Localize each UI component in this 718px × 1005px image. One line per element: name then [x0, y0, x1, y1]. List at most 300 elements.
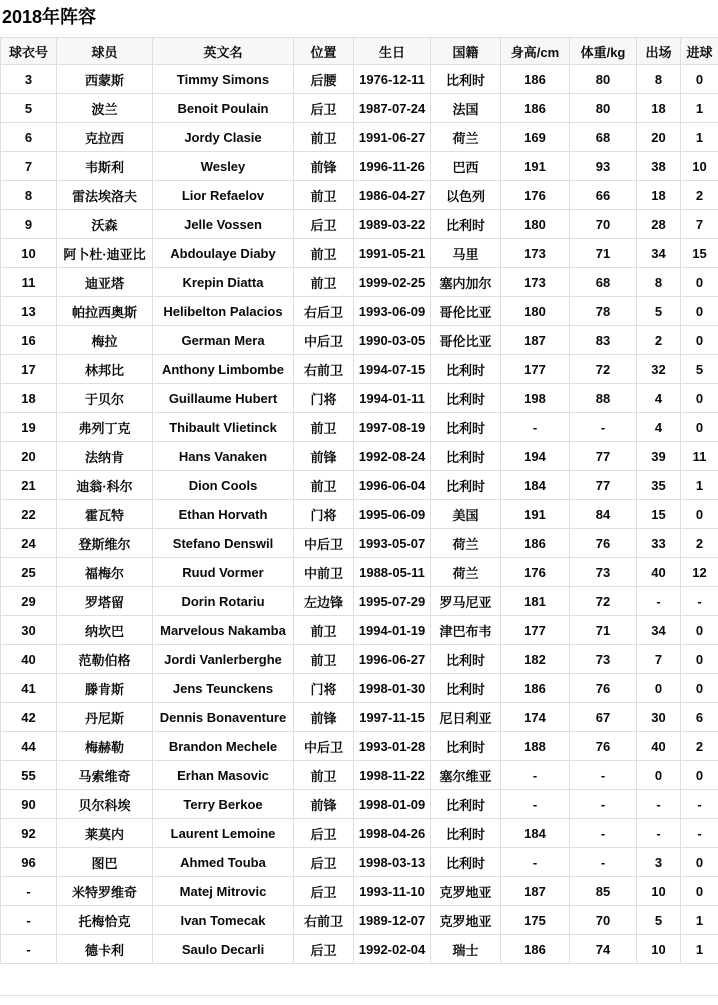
table-cell: 73: [570, 645, 637, 674]
table-cell: Jordy Clasie: [153, 123, 294, 152]
table-cell: 1994-01-19: [354, 616, 431, 645]
table-cell: 1996-11-26: [354, 152, 431, 181]
table-cell: 70: [570, 210, 637, 239]
table-cell: 186: [501, 94, 570, 123]
table-cell: Krepin Diatta: [153, 268, 294, 297]
table-cell: 右前卫: [294, 355, 354, 384]
table-row: [1, 877, 718, 906]
table-cell: 34: [637, 239, 681, 268]
table-cell: 比利时: [431, 819, 501, 848]
table-row: [1, 703, 718, 732]
table-cell: 比利时: [431, 210, 501, 239]
table-cell: 0: [637, 761, 681, 790]
table-row: [1, 558, 718, 587]
table-row: [1, 210, 718, 239]
table-row: [1, 442, 718, 471]
table-cell: 0: [681, 645, 718, 674]
table-cell: 罗马尼亚: [431, 587, 501, 616]
table-cell: 1: [681, 94, 718, 123]
table-cell: 191: [501, 500, 570, 529]
table-row: [1, 529, 718, 558]
table-cell: 1994-07-15: [354, 355, 431, 384]
table-cell: 克拉西: [57, 123, 153, 152]
table-cell: 67: [570, 703, 637, 732]
table-cell: 1991-06-27: [354, 123, 431, 152]
table-cell: 96: [1, 848, 57, 877]
table-cell: 32: [637, 355, 681, 384]
table-cell: 85: [570, 877, 637, 906]
table-cell: 5: [637, 906, 681, 935]
table-cell: 11: [1, 268, 57, 297]
table-cell: 2: [681, 181, 718, 210]
table-cell: 塞尔维亚: [431, 761, 501, 790]
table-cell: 76: [570, 732, 637, 761]
table-row: [1, 732, 718, 761]
table-cell: 瑞士: [431, 935, 501, 964]
table-cell: 10: [1, 239, 57, 268]
table-cell: 6: [1, 123, 57, 152]
table-cell: 中后卫: [294, 732, 354, 761]
column-header: 身高/cm: [501, 38, 570, 65]
table-cell: 181: [501, 587, 570, 616]
table-cell: 1993-06-09: [354, 297, 431, 326]
table-cell: 米特罗维奇: [57, 877, 153, 906]
table-cell: 2: [681, 732, 718, 761]
table-cell: 184: [501, 819, 570, 848]
table-cell: 比利时: [431, 848, 501, 877]
table-cell: 180: [501, 297, 570, 326]
table-cell: 1998-11-22: [354, 761, 431, 790]
table-cell: -: [570, 848, 637, 877]
table-cell: 186: [501, 65, 570, 94]
table-cell: 后腰: [294, 65, 354, 94]
table-cell: Ruud Vormer: [153, 558, 294, 587]
table-cell: Benoit Poulain: [153, 94, 294, 123]
table-cell: 比利时: [431, 384, 501, 413]
table-cell: -: [681, 790, 718, 819]
table-cell: 后卫: [294, 819, 354, 848]
table-cell: 8: [1, 181, 57, 210]
table-header: [1, 38, 718, 65]
table-cell: Guillaume Hubert: [153, 384, 294, 413]
table-cell: Hans Vanaken: [153, 442, 294, 471]
table-cell: 0: [681, 877, 718, 906]
table-cell: 30: [637, 703, 681, 732]
table-cell: 法纳肯: [57, 442, 153, 471]
table-cell: 左边锋: [294, 587, 354, 616]
column-header: 国籍: [431, 38, 501, 65]
table-cell: Abdoulaye Diaby: [153, 239, 294, 268]
table-cell: 71: [570, 239, 637, 268]
table-cell: 22: [1, 500, 57, 529]
table-cell: 1996-06-04: [354, 471, 431, 500]
table-cell: 20: [637, 123, 681, 152]
table-cell: 门将: [294, 500, 354, 529]
table-cell: 1: [681, 123, 718, 152]
table-row: [1, 935, 718, 964]
squad-roster-table: [0, 37, 718, 964]
table-cell: 阿卜杜·迪亚比: [57, 239, 153, 268]
table-cell: 24: [1, 529, 57, 558]
table-cell: 纳坎巴: [57, 616, 153, 645]
table-cell: 登斯维尔: [57, 529, 153, 558]
table-cell: 1995-07-29: [354, 587, 431, 616]
table-cell: 前锋: [294, 703, 354, 732]
table-cell: 荷兰: [431, 529, 501, 558]
table-cell: 荷兰: [431, 558, 501, 587]
table-cell: 28: [637, 210, 681, 239]
table-cell: 93: [570, 152, 637, 181]
table-cell: 1989-03-22: [354, 210, 431, 239]
table-cell: 哥伦比亚: [431, 297, 501, 326]
table-header-row: [1, 38, 718, 65]
table-cell: 188: [501, 732, 570, 761]
table-cell: 80: [570, 94, 637, 123]
table-cell: 前卫: [294, 239, 354, 268]
table-cell: 比利时: [431, 471, 501, 500]
table-cell: 克罗地亚: [431, 877, 501, 906]
table-cell: Helibelton Palacios: [153, 297, 294, 326]
table-cell: 1987-07-24: [354, 94, 431, 123]
table-cell: 73: [570, 558, 637, 587]
table-cell: 津巴布韦: [431, 616, 501, 645]
table-cell: 比利时: [431, 645, 501, 674]
table-cell: Marvelous Nakamba: [153, 616, 294, 645]
table-cell: 后卫: [294, 935, 354, 964]
table-cell: 186: [501, 935, 570, 964]
table-cell: 4: [637, 384, 681, 413]
table-cell: Dennis Bonaventure: [153, 703, 294, 732]
table-cell: 0: [681, 268, 718, 297]
table-cell: 1998-03-13: [354, 848, 431, 877]
table-cell: 前卫: [294, 123, 354, 152]
table-cell: 174: [501, 703, 570, 732]
table-cell: 18: [1, 384, 57, 413]
table-row: [1, 355, 718, 384]
column-header: 位置: [294, 38, 354, 65]
table-cell: 比利时: [431, 790, 501, 819]
table-cell: Thibault Vlietinck: [153, 413, 294, 442]
table-cell: 18: [637, 181, 681, 210]
table-cell: 前卫: [294, 761, 354, 790]
table-cell: Jelle Vossen: [153, 210, 294, 239]
table-cell: 前卫: [294, 268, 354, 297]
table-cell: 5: [1, 94, 57, 123]
table-cell: -: [1, 935, 57, 964]
table-cell: 1989-12-07: [354, 906, 431, 935]
table-cell: Jordi Vanlerberghe: [153, 645, 294, 674]
table-cell: 弗列丁克: [57, 413, 153, 442]
table-cell: 前卫: [294, 645, 354, 674]
table-row: [1, 94, 718, 123]
table-row: [1, 587, 718, 616]
table-cell: 0: [681, 761, 718, 790]
table-cell: 塞内加尔: [431, 268, 501, 297]
table-cell: 3: [637, 848, 681, 877]
table-cell: 比利时: [431, 674, 501, 703]
table-cell: Anthony Limbombe: [153, 355, 294, 384]
table-cell: 莱莫内: [57, 819, 153, 848]
table-cell: 76: [570, 529, 637, 558]
table-cell: -: [501, 413, 570, 442]
table-cell: 1996-06-27: [354, 645, 431, 674]
table-cell: 丹尼斯: [57, 703, 153, 732]
table-cell: Laurent Lemoine: [153, 819, 294, 848]
section-divider: [0, 964, 718, 996]
table-cell: 7: [637, 645, 681, 674]
table-cell: 后卫: [294, 94, 354, 123]
table-cell: 1998-04-26: [354, 819, 431, 848]
table-cell: -: [637, 790, 681, 819]
table-row: [1, 152, 718, 181]
table-cell: 韦斯利: [57, 152, 153, 181]
column-header: 出场: [637, 38, 681, 65]
table-cell: Ahmed Touba: [153, 848, 294, 877]
table-cell: 8: [637, 65, 681, 94]
table-cell: 比利时: [431, 355, 501, 384]
column-header: 进球: [681, 38, 718, 65]
table-cell: 1992-08-24: [354, 442, 431, 471]
table-cell: 68: [570, 123, 637, 152]
table-cell: 8: [637, 268, 681, 297]
table-cell: 0: [681, 297, 718, 326]
table-cell: 84: [570, 500, 637, 529]
column-header: 体重/kg: [570, 38, 637, 65]
table-cell: 比利时: [431, 442, 501, 471]
table-cell: 173: [501, 268, 570, 297]
table-cell: 哥伦比亚: [431, 326, 501, 355]
table-cell: 187: [501, 326, 570, 355]
table-cell: 0: [681, 616, 718, 645]
table-cell: 71: [570, 616, 637, 645]
table-cell: 沃森: [57, 210, 153, 239]
table-cell: 198: [501, 384, 570, 413]
table-cell: 5: [681, 355, 718, 384]
table-cell: 1997-08-19: [354, 413, 431, 442]
table-cell: 1993-01-28: [354, 732, 431, 761]
table-cell: 前锋: [294, 790, 354, 819]
table-cell: 0: [681, 848, 718, 877]
table-row: [1, 239, 718, 268]
table-row: [1, 674, 718, 703]
table-row: [1, 819, 718, 848]
table-cell: 186: [501, 674, 570, 703]
table-cell: 21: [1, 471, 57, 500]
table-cell: 1990-03-05: [354, 326, 431, 355]
table-cell: 35: [637, 471, 681, 500]
table-cell: 比利时: [431, 65, 501, 94]
table-cell: 1993-11-10: [354, 877, 431, 906]
table-cell: 70: [570, 906, 637, 935]
table-cell: 雷法埃洛夫: [57, 181, 153, 210]
table-row: [1, 906, 718, 935]
table-cell: Matej Mitrovic: [153, 877, 294, 906]
table-cell: 2: [637, 326, 681, 355]
table-cell: 18: [637, 94, 681, 123]
table-cell: 后卫: [294, 877, 354, 906]
table-cell: 55: [1, 761, 57, 790]
column-header: 球衣号: [1, 38, 57, 65]
table-cell: 前卫: [294, 181, 354, 210]
table-cell: -: [637, 587, 681, 616]
table-cell: 范勒伯格: [57, 645, 153, 674]
table-row: [1, 297, 718, 326]
table-cell: 迪翁·科尔: [57, 471, 153, 500]
table-cell: 美国: [431, 500, 501, 529]
table-cell: 0: [681, 674, 718, 703]
table-cell: 1: [681, 935, 718, 964]
table-cell: 右前卫: [294, 906, 354, 935]
table-cell: 2: [681, 529, 718, 558]
table-cell: 30: [1, 616, 57, 645]
table-row: [1, 326, 718, 355]
table-cell: -: [681, 819, 718, 848]
table-cell: 78: [570, 297, 637, 326]
table-cell: 10: [637, 877, 681, 906]
table-cell: -: [1, 877, 57, 906]
table-cell: Dion Cools: [153, 471, 294, 500]
table-cell: 林邦比: [57, 355, 153, 384]
table-cell: 1997-11-15: [354, 703, 431, 732]
table-cell: 40: [637, 732, 681, 761]
table-cell: 11: [681, 442, 718, 471]
table-cell: Ethan Horvath: [153, 500, 294, 529]
table-row: [1, 384, 718, 413]
table-cell: 1993-05-07: [354, 529, 431, 558]
table-cell: 0: [681, 65, 718, 94]
table-cell: 前卫: [294, 616, 354, 645]
table-row: [1, 790, 718, 819]
table-cell: 1994-01-11: [354, 384, 431, 413]
table-row: [1, 65, 718, 94]
table-cell: 68: [570, 268, 637, 297]
table-cell: 72: [570, 587, 637, 616]
table-cell: 173: [501, 239, 570, 268]
table-cell: 12: [681, 558, 718, 587]
table-cell: 92: [1, 819, 57, 848]
table-cell: 13: [1, 297, 57, 326]
table-cell: 66: [570, 181, 637, 210]
table-cell: -: [501, 790, 570, 819]
table-cell: -: [570, 819, 637, 848]
table-cell: 177: [501, 355, 570, 384]
table-cell: 1988-05-11: [354, 558, 431, 587]
table-cell: 77: [570, 442, 637, 471]
column-header: 生日: [354, 38, 431, 65]
table-cell: 0: [681, 384, 718, 413]
table-cell: 图巴: [57, 848, 153, 877]
table-cell: -: [570, 790, 637, 819]
table-cell: 前卫: [294, 471, 354, 500]
table-row: [1, 413, 718, 442]
table-cell: 191: [501, 152, 570, 181]
table-row: [1, 761, 718, 790]
table-cell: 迪亚塔: [57, 268, 153, 297]
table-cell: -: [501, 848, 570, 877]
table-cell: 7: [1, 152, 57, 181]
column-header: 英文名: [153, 38, 294, 65]
table-cell: 荷兰: [431, 123, 501, 152]
table-row: [1, 181, 718, 210]
table-cell: 马索维奇: [57, 761, 153, 790]
table-cell: 波兰: [57, 94, 153, 123]
table-cell: 29: [1, 587, 57, 616]
table-cell: 3: [1, 65, 57, 94]
table-cell: 83: [570, 326, 637, 355]
table-cell: 于贝尔: [57, 384, 153, 413]
table-cell: 194: [501, 442, 570, 471]
table-cell: 15: [637, 500, 681, 529]
table-cell: -: [681, 587, 718, 616]
table-cell: 中后卫: [294, 529, 354, 558]
table-cell: 76: [570, 674, 637, 703]
table-cell: 后卫: [294, 210, 354, 239]
table-cell: 40: [1, 645, 57, 674]
table-row: [1, 848, 718, 877]
table-cell: 中前卫: [294, 558, 354, 587]
table-cell: Lior Refaelov: [153, 181, 294, 210]
table-cell: 1999-02-25: [354, 268, 431, 297]
table-cell: 前卫: [294, 413, 354, 442]
table-cell: 38: [637, 152, 681, 181]
table-cell: German Mera: [153, 326, 294, 355]
table-cell: 15: [681, 239, 718, 268]
table-cell: 前锋: [294, 152, 354, 181]
table-cell: Jens Teunckens: [153, 674, 294, 703]
table-cell: 霍瓦特: [57, 500, 153, 529]
table-cell: 托梅恰克: [57, 906, 153, 935]
table-cell: 比利时: [431, 413, 501, 442]
table-cell: -: [570, 761, 637, 790]
table-cell: 42: [1, 703, 57, 732]
table-cell: 90: [1, 790, 57, 819]
table-cell: Saulo Decarli: [153, 935, 294, 964]
table-cell: 右后卫: [294, 297, 354, 326]
table-cell: 梅拉: [57, 326, 153, 355]
table-cell: 罗塔留: [57, 587, 153, 616]
table-cell: Wesley: [153, 152, 294, 181]
table-cell: -: [501, 761, 570, 790]
table-cell: 1995-06-09: [354, 500, 431, 529]
table-cell: 80: [570, 65, 637, 94]
table-cell: Terry Berkoe: [153, 790, 294, 819]
table-cell: 39: [637, 442, 681, 471]
table-cell: 0: [681, 500, 718, 529]
table-cell: 克罗地亚: [431, 906, 501, 935]
table-cell: Timmy Simons: [153, 65, 294, 94]
table-cell: 186: [501, 529, 570, 558]
table-cell: 33: [637, 529, 681, 558]
table-cell: 34: [637, 616, 681, 645]
table-cell: 169: [501, 123, 570, 152]
table-cell: 门将: [294, 674, 354, 703]
table-cell: Stefano Denswil: [153, 529, 294, 558]
table-cell: 1998-01-09: [354, 790, 431, 819]
table-body: [1, 65, 718, 964]
table-row: [1, 471, 718, 500]
table-cell: 0: [637, 674, 681, 703]
table-cell: 门将: [294, 384, 354, 413]
table-cell: Dorin Rotariu: [153, 587, 294, 616]
table-cell: -: [637, 819, 681, 848]
table-cell: 4: [637, 413, 681, 442]
table-cell: 1998-01-30: [354, 674, 431, 703]
table-cell: -: [570, 413, 637, 442]
table-cell: 法国: [431, 94, 501, 123]
table-cell: 1986-04-27: [354, 181, 431, 210]
table-cell: 中后卫: [294, 326, 354, 355]
table-cell: 41: [1, 674, 57, 703]
